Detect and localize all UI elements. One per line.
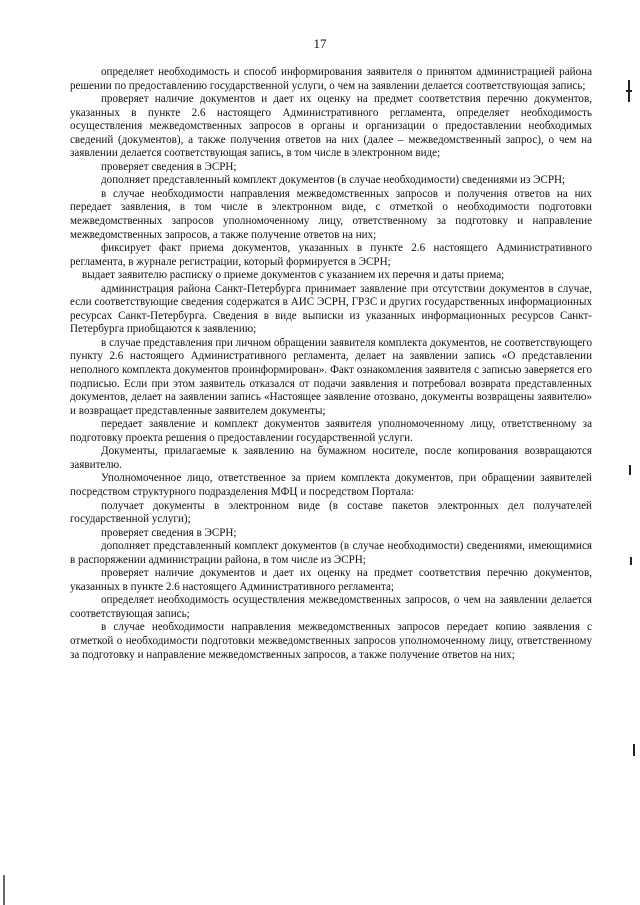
scan-mark xyxy=(630,557,632,565)
paragraph: в случае необходимости направления межведомственных запросов и получения ответов на них передает заявления, в том числе в электронном виде, с отметкой о необходимости подготовки межведомственных запросов уполномоченному лицу, ответственному за подготовку и направление межведомственных запросов, а также получение ответов на них; xyxy=(70,187,592,241)
paragraph: фиксирует факт приема документов, указанных в пункте 2.6 настоящего Административного регламента, в журнале регистрации, который формируется в ЭСРН; xyxy=(70,242,592,268)
paragraph: проверяет наличие документов и дает их оценку на предмет соответствия перечню документов, указанных в пункте 2.6 настоящего Административного регламента; xyxy=(70,567,592,593)
paragraph: получает документы в электронном виде (в составе пакетов электронных дел получателей государственной услуги); xyxy=(70,499,592,526)
paragraph: дополняет представленный комплект документов (в случае необходимости) сведениями, имеющимися в распоряжении администрации района, в том числе из ЭСРН; xyxy=(70,540,592,566)
paragraph: администрация района Санкт-Петербурга принимает заявление при отсутствии документов в случае, если соответствующие сведения содержатся в АИС ЭСРН, ГРЗС и других государственных информационных ресурсах Санкт-Петербурга. Сведения в виде выписки из указанных информационных ресурсов Санкт-Петербурга приобщаются к заявлению; xyxy=(70,282,592,336)
scan-mark xyxy=(629,465,631,475)
paragraph: Уполномоченное лицо, ответственное за прием комплекта документов, при обращении заявителей посредством структурного подразделения МФЦ и посредством Портала: xyxy=(70,472,592,498)
page-number: 17 xyxy=(313,36,327,51)
paragraph: определяет необходимость и способ информирования заявителя о принятом администрацией района решении по предоставлению государственной услуги, о чем на заявлении делается соответствующая запись; xyxy=(70,66,592,92)
document-body xyxy=(70,66,592,662)
paragraph: проверяет наличие документов и дает их оценку на предмет соответствия перечню документов, указанных в пункте 2.6 настоящего Административного регламента, определяет необходимость осуществления межведомственных запросов в органы и организации о предоставлении необходимых сведений (документов), а также получения ответов на них (далее – межведомственный запрос), о чем на заявлении делается соответствующая запись, в том числе в электронном виде; xyxy=(70,93,592,160)
paragraph: Документы, прилагаемые к заявлению на бумажном носителе, после копирования возвращаются заявителю. xyxy=(70,445,592,471)
paragraph: в случае представления при личном обращении заявителя комплекта документов, не соответствующего пункту 2.6 настоящего Административного регламента, делает на заявлении запись «О представлении неполного комплекта документов проинформирован». Факт ознакомления заявителя с записью заверяется его подписью. Если при этом заявитель отказался от подачи заявления и потребовал возврата представленных документов, делает на заявлении запись «Настоящее заявление отозвано, документы возвращены заявителю» и возвращает представленные заявителем документы; xyxy=(70,336,592,417)
paragraph: дополняет представленный комплект документов (в случае необходимости) сведениями из ЭСРН; xyxy=(101,174,566,187)
scan-mark xyxy=(626,90,632,92)
paragraph: проверяет сведения в ЭСРН; xyxy=(101,526,237,539)
paragraph: в случае необходимости направления межведомственных запросов передает копию заявления с отметкой о необходимости подготовки межведомственных запросов уполномоченному лицу, ответственному за подготовку и направление межведомственных запросов, а также получение ответов на них; xyxy=(70,621,592,661)
paragraph: выдает заявителю расписку о приеме документов с указанием их перечня и даты приема; xyxy=(82,269,505,282)
paragraph: определяет необходимость осуществления межведомственных запросов, о чем на заявлении делается соответствующая запись; xyxy=(70,594,592,620)
paragraph: проверяет сведения в ЭСРН; xyxy=(101,160,237,173)
paragraph: передает заявление и комплект документов заявителя уполномоченному лицу, ответственному за подготовку проекта решения о предоставлении государственной услуги. xyxy=(70,418,592,444)
scan-mark xyxy=(3,875,5,905)
scan-mark xyxy=(633,744,635,756)
